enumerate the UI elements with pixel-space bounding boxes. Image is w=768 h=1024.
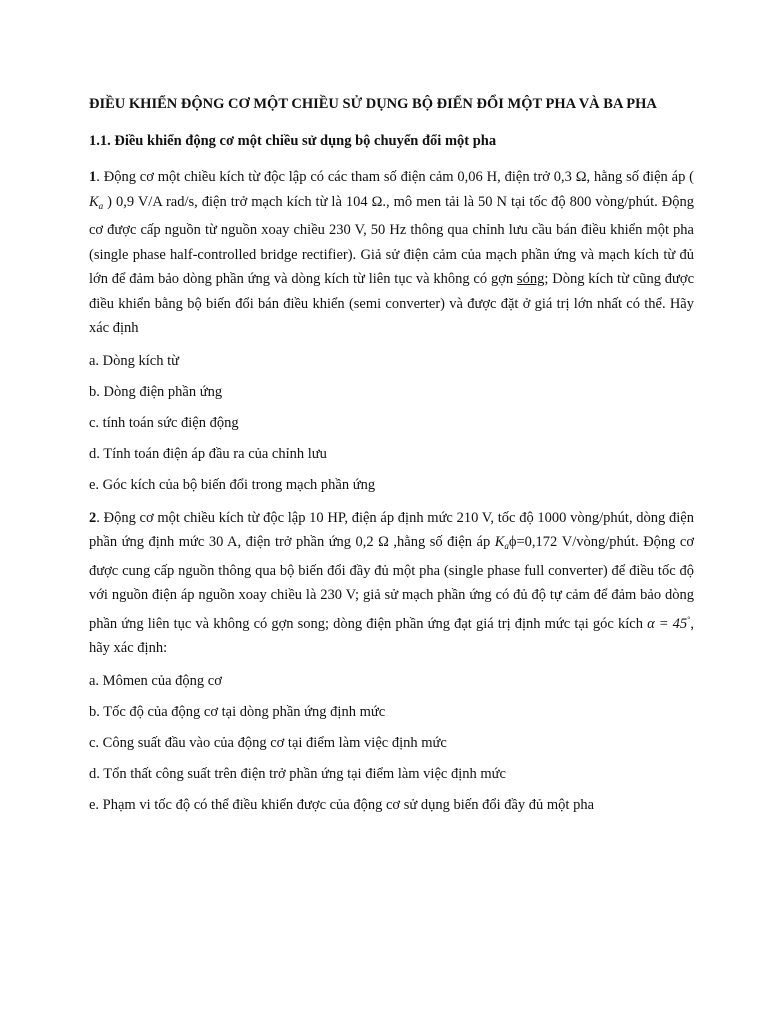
- list-item: e. Góc kích của bộ biến đổi trong mạch phần ứng: [89, 476, 376, 493]
- list-item: a. Mômen của động cơ: [89, 672, 222, 689]
- underlined-word: sóng: [516, 271, 545, 287]
- problem-1-text-c: ; Dòng kích từ cũng được điều khiển bằng bộ biến đổi bán điều khiển (semi converter) và được đặt ở giá trị lớn nhất có thể. Hãy xác định: [89, 271, 694, 336]
- problem-2: [89, 506, 694, 661]
- voltage-constant-symbol: K: [89, 193, 99, 210]
- document-body: [89, 90, 694, 826]
- voltage-constant-subscript: a: [98, 200, 104, 211]
- problem-1-number: 1: [89, 169, 97, 185]
- document-title: ĐIỀU KHIỂN ĐỘNG CƠ MỘT CHIỀU SỬ DỤNG BỘ ĐIỂN ĐỔI MỘT PHA VÀ BA PHA: [89, 96, 657, 112]
- problem-1-text-b: ) 0,9 V/A rad/s, điện trở mạch kích từ là 104 Ω., mô men tải là 50 N tại tốc độ 800 vòng/phút. Động cơ được cấp nguồn từ nguồn xoay chiều 230 V, 50 Hz thông qua chỉnh lưu cầu bán điều khiển một pha (single phase half-controlled bridge rectifier). Giả sử điện cảm của mạch phần ứng và mạch kích từ đủ lớn để đảm bảo dòng phần ứng và dòng kích từ liên tục và không có gợn: [89, 193, 694, 287]
- degree-symbol: °: [687, 614, 691, 624]
- list-item: a. Dòng kích từ: [89, 352, 180, 369]
- problem-2-questions: [89, 671, 694, 815]
- list-item: c. Công suất đầu vào của động cơ tại điểm làm việc định mức: [89, 734, 447, 751]
- list-item: c. tính toán sức điện động: [89, 414, 239, 431]
- firing-angle: α = 45: [647, 615, 688, 632]
- list-item: b. Tốc độ của động cơ tại dòng phần ứng định mức: [89, 703, 386, 720]
- problem-2-text-a: . Động cơ một chiều kích từ độc lập 10 HP, điện áp định mức 210 V, tốc độ 1000 vòng/phút, dòng điện phần ứng định mức 30 A, điện trở phần ứng 0,2 Ω ,hằng số điện áp: [89, 509, 694, 550]
- list-item: e. Phạm vi tốc độ có thể điều khiển được của động cơ sử dụng biến đổi đầy đủ một pha: [89, 796, 595, 813]
- problem-1-questions: [89, 351, 694, 495]
- list-item: b. Dòng điện phần ứng: [89, 383, 223, 400]
- problem-2-text-b: =0,172 V/vòng/phút. Động cơ được cung cấp nguồn thông qua bộ biến đổi đầy đủ một pha (single phase full converter) để điều tốc độ với nguồn điện áp nguồn xoay chiều là 230 V; giả sử mạch phần ứng có đủ độ tự cảm để đảm bảo dòng phần ứng liên tục và không có gợn song; dòng điện phần ứng đạt giá trị định mức tại góc kích: [89, 534, 695, 632]
- flux-symbol: ϕ: [508, 534, 517, 550]
- voltage-constant-symbol: K: [494, 534, 505, 550]
- section-heading: 1.1. Điều khiển động cơ một chiều sử dụng bộ chuyển đổi một pha: [89, 133, 497, 149]
- list-item: d. Tổn thất công suất trên điện trở phần ứng tại điểm làm việc định mức: [89, 765, 506, 782]
- voltage-constant-subscript: a: [504, 541, 509, 551]
- problem-1: [89, 165, 694, 341]
- list-item: d. Tính toán điện áp đầu ra của chỉnh lưu: [89, 445, 327, 462]
- problem-2-text-c: , hãy xác định:: [89, 615, 695, 656]
- problem-1-text-a: . Động cơ một chiều kích từ độc lập có các tham số điện cảm 0,06 H, điện trở 0,3 Ω, hằng số điện áp (: [96, 169, 694, 185]
- problem-2-number: 2: [89, 509, 97, 526]
